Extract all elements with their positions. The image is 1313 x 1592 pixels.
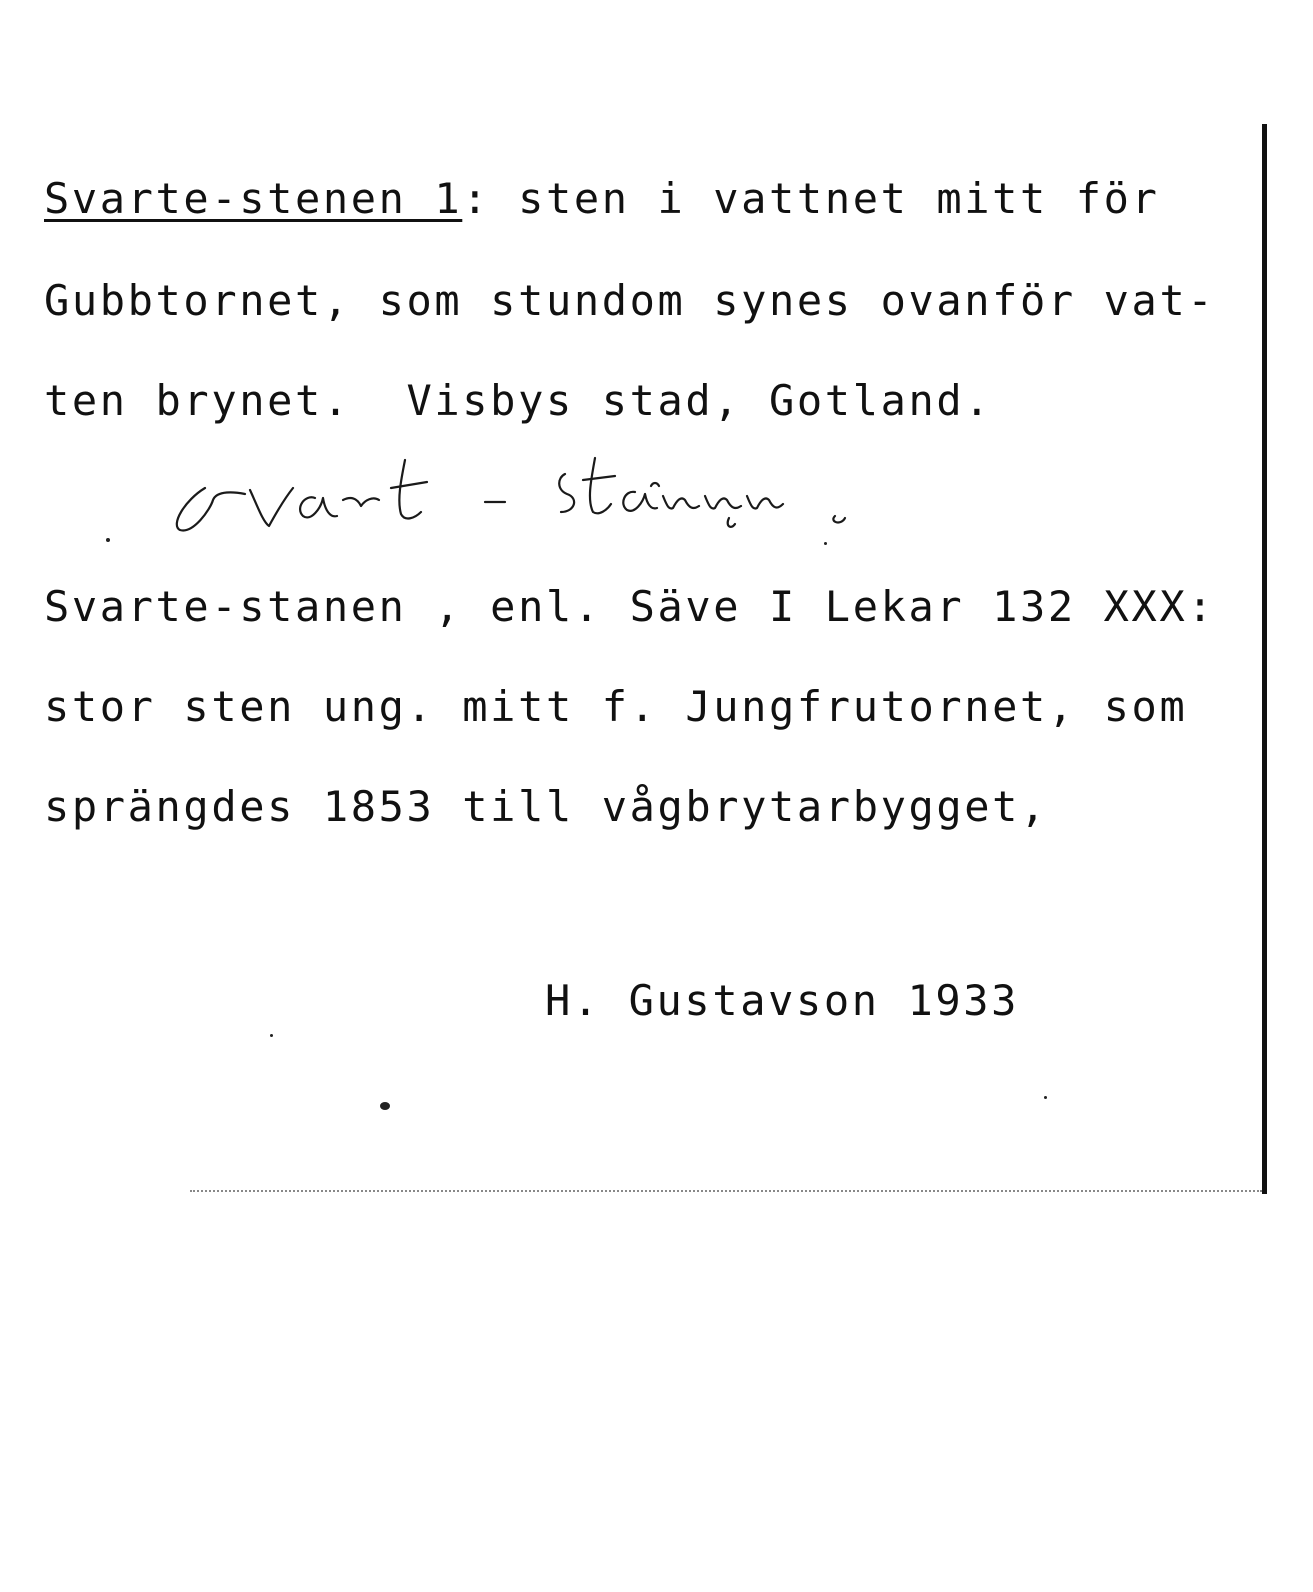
entry-line-3: ten brynet. Visbys stad, Gotland. xyxy=(44,376,993,425)
signature: H. Gustavson 1933 xyxy=(545,976,1020,1025)
entry-line-4: Svarte-stanen , enl. Säve I Lekar 132 XXX: xyxy=(44,582,1216,631)
entry-line-2: Gubbtornet, som stundom synes ovanför vat- xyxy=(44,276,1216,325)
card-right-border xyxy=(1262,124,1267,1194)
entry-line-1-text: : sten i vattnet mitt för xyxy=(462,174,1160,223)
card-bottom-edge xyxy=(190,1190,1262,1192)
ink-speck xyxy=(380,1102,390,1110)
entry-line-5: stor sten ung. mitt f. Jungfrutornet, som xyxy=(44,682,1188,731)
entry-line-1 xyxy=(44,174,1160,223)
entry-line-6: sprängdes 1853 till vågbrytarbygget, xyxy=(44,782,1048,831)
handwritten-note xyxy=(165,430,885,550)
ink-speck xyxy=(1044,1096,1047,1099)
ink-speck xyxy=(106,538,110,542)
headword: Svarte-stenen 1 xyxy=(44,174,463,223)
ink-speck xyxy=(270,1034,273,1037)
ink-speck xyxy=(824,542,827,545)
